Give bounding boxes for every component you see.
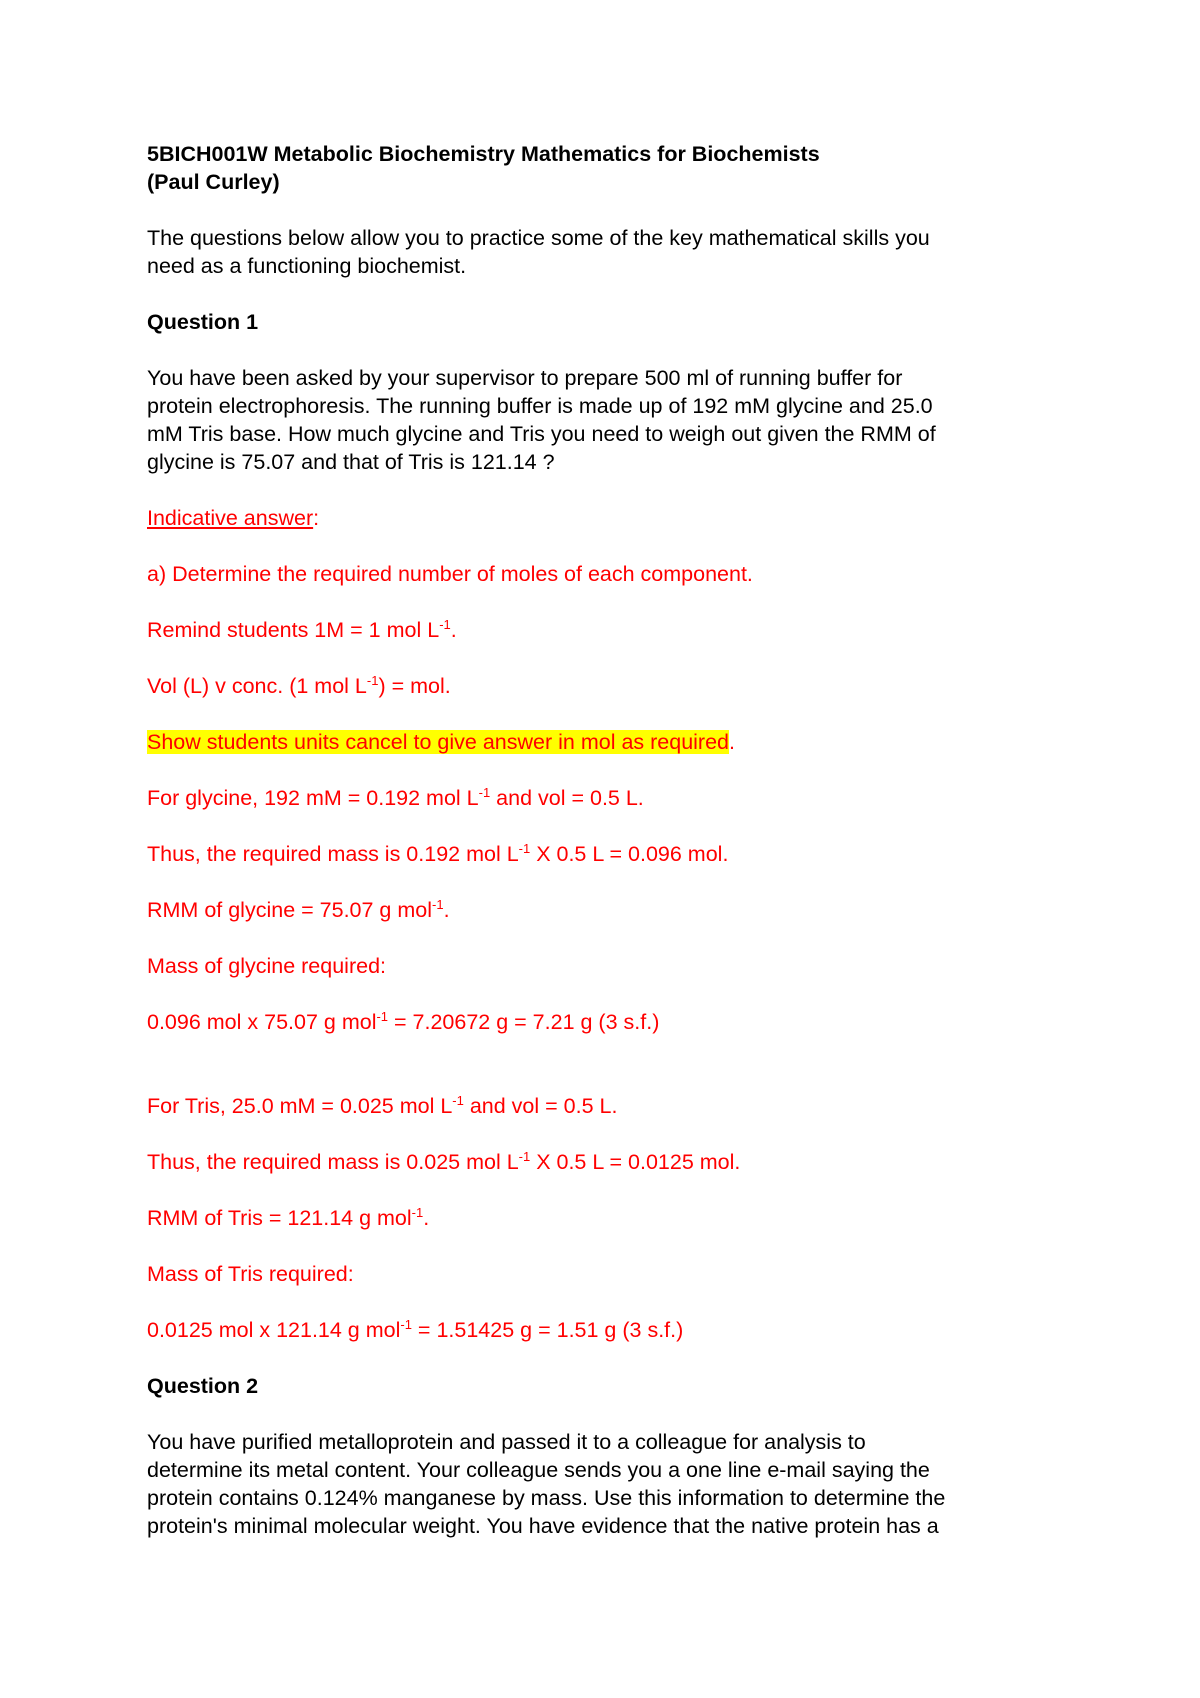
glycine-rmm-line: RMM of glycine = 75.07 g mol$^{-1}$. bbox=[147, 896, 450, 922]
indicative-answer-label bbox=[147, 504, 1067, 532]
document-title bbox=[147, 140, 1067, 196]
q2-body-line: You have purified metalloprotein and passed it to a colleague for analysis to bbox=[147, 1430, 866, 1454]
highlighted-text: Show students units cancel to give answer in mol as required bbox=[147, 730, 730, 754]
intro-line-1: The questions below allow you to practice some of the key mathematical skills you bbox=[147, 226, 930, 250]
answer-label-text: Indicative answer bbox=[147, 506, 314, 530]
question-2-heading: Question 2 bbox=[147, 1374, 259, 1398]
show-units-line: Show students units cancel to give answer in mol as required. bbox=[147, 730, 735, 754]
vol-line: Vol (L) v conc. (1 mol $L^{-1}$) = mol. bbox=[147, 672, 451, 698]
document-page bbox=[147, 140, 1067, 1540]
question-1-heading: Question 1 bbox=[147, 310, 259, 334]
intro-paragraph bbox=[147, 224, 1067, 280]
intro-line-2: need as a functioning biochemist. bbox=[147, 254, 467, 278]
q1-body-line: You have been asked by your supervisor to prepare 500 ml of running buffer for bbox=[147, 366, 903, 390]
q1-body-line: protein electrophoresis. The running buffer is made up of 192 mM glycine and 25.0 bbox=[147, 394, 933, 418]
title-line-1: 5BICH001W Metabolic Biochemistry Mathematics for Biochemists bbox=[147, 142, 820, 166]
q1-body-line: glycine is 75.07 and that of Tris is 121.14 ? bbox=[147, 450, 555, 474]
q2-body-line: determine its metal content. Your colleague sends you a one line e-mail saying the bbox=[147, 1458, 930, 1482]
q1-body-line: mM Tris base. How much glycine and Tris you need to weigh out given the RMM of bbox=[147, 422, 936, 446]
glycine-conc-line: For glycine, 192 mM = 0.192 mol $L^{-1}$ and vol = 0.5 L. bbox=[147, 784, 644, 810]
remind-line: Remind students 1M = 1 mol $L^{-1}$. bbox=[147, 616, 457, 642]
glycine-mass-label: Mass of glycine required: bbox=[147, 954, 386, 978]
q2-body-line: protein contains 0.124% manganese by mass. Use this information to determine the bbox=[147, 1486, 946, 1510]
tris-conc-line: For Tris, 25.0 mM = 0.025 mol $L^{-1}$ and vol = 0.5 L. bbox=[147, 1092, 618, 1118]
tris-calc-line: 0.0125 mol x 121.14 g mol$^{-1}$ = 1.51425 g = 1.51 g (3 s.f.) bbox=[147, 1316, 684, 1342]
glycine-calc-line: 0.096 mol x 75.07 g mol$^{-1}$ = 7.20672 g = 7.21 g (3 s.f.) bbox=[147, 1008, 660, 1034]
answer-label-colon: : bbox=[313, 506, 320, 530]
glycine-moles-line: Thus, the required mass is 0.192 mol $L^{-1}$ X 0.5 L = 0.096 mol. bbox=[147, 840, 729, 866]
tris-mass-label: Mass of Tris required: bbox=[147, 1262, 354, 1286]
question-1-body bbox=[147, 364, 1067, 476]
question-2-body bbox=[147, 1428, 1067, 1540]
tris-rmm-line: RMM of Tris = 121.14 g mol$^{-1}$. bbox=[147, 1204, 430, 1230]
title-line-2: (Paul Curley) bbox=[147, 170, 280, 194]
q2-body-line: protein's minimal molecular weight. You have evidence that the native protein has a bbox=[147, 1514, 939, 1538]
step-a: a) Determine the required number of moles of each component. bbox=[147, 562, 753, 586]
tris-moles-line: Thus, the required mass is 0.025 mol $L^{-1}$ X 0.5 L = 0.0125 mol. bbox=[147, 1148, 741, 1174]
